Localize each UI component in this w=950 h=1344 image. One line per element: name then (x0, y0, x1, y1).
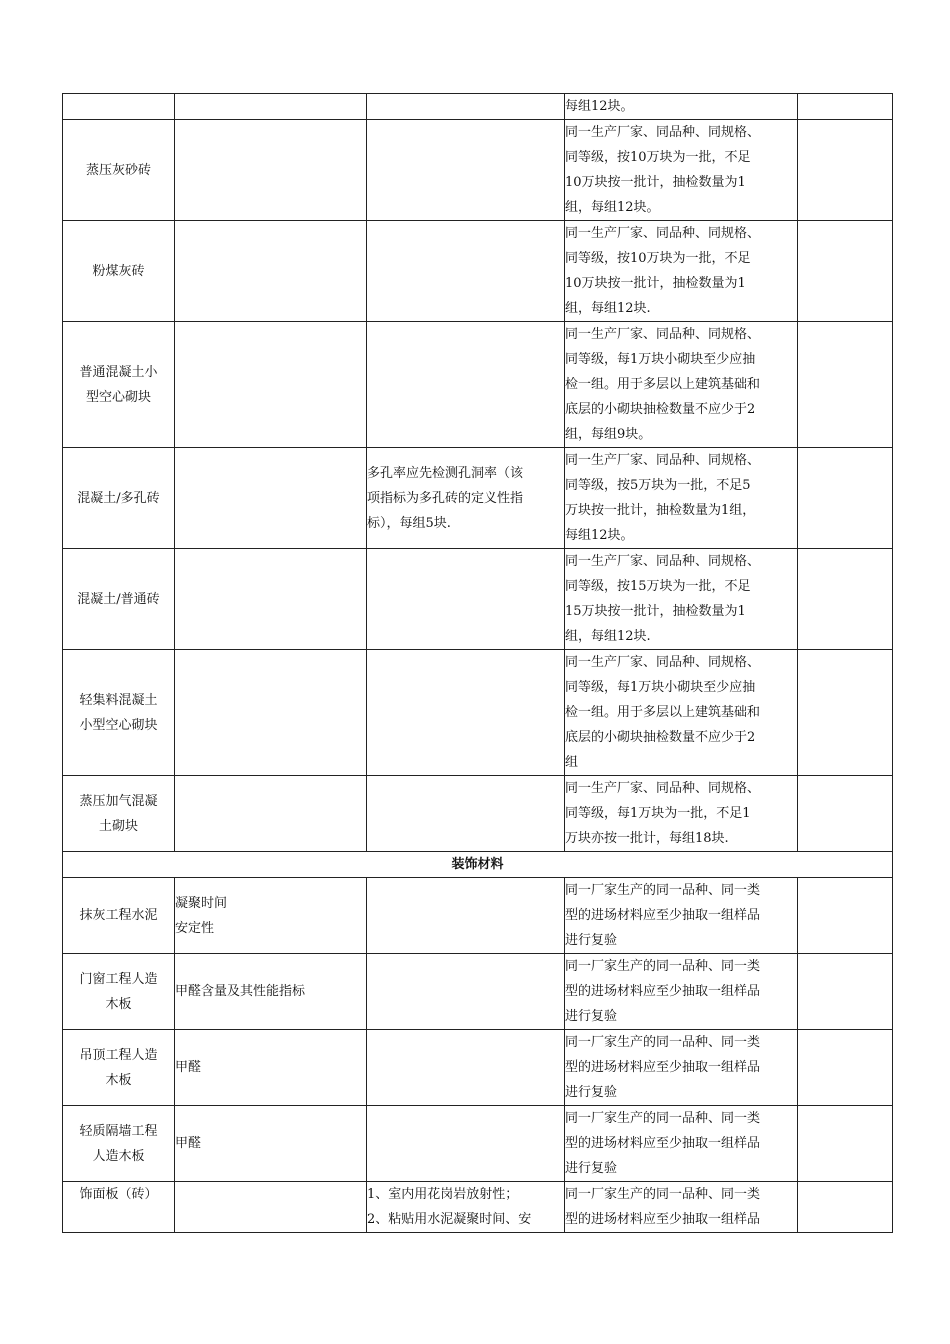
sampling-rule-cell-line: 同一生产厂家、同品种、同规格、 (565, 453, 761, 468)
material-name-cell-line: 饰面板（砖） (79, 1187, 158, 1202)
sampling-rule-cell-line: 同等级，按10万块为一批，不足 (565, 251, 751, 266)
material-name-cell (63, 650, 175, 776)
remark-cell (798, 1182, 893, 1233)
table-row (63, 954, 893, 1030)
material-name-cell-line: 轻集料混凝土 (79, 692, 158, 708)
material-name-cell-line: 蒸压灰砂砖 (85, 162, 151, 178)
material-name-cell (63, 549, 175, 650)
test-item-cell (175, 549, 367, 650)
sampling-rule-cell-line: 型的进场材料应至少抽取一组样品 (565, 1060, 761, 1075)
note-cell (367, 878, 565, 954)
test-item-cell (175, 120, 367, 221)
table-row (63, 1106, 893, 1182)
remark-cell (798, 448, 893, 549)
material-name-cell-line: 门窗工程人造 (79, 971, 158, 987)
sampling-rule-cell-line: 同一生产厂家、同品种、同规格、 (565, 781, 761, 796)
inspection-table (62, 93, 893, 1233)
sampling-rule-cell (565, 1182, 798, 1233)
sampling-rule-cell-line: 同一厂家生产的同一品种、同一类 (565, 1035, 761, 1050)
section-row (63, 852, 893, 878)
material-name-cell (63, 1030, 175, 1106)
sampling-rule-cell-line: 型的进场材料应至少抽取一组样品 (565, 908, 761, 923)
material-name-cell-line: 木板 (105, 996, 132, 1012)
sampling-rule-cell-line: 进行复验 (565, 933, 618, 948)
note-cell-line: 标），每组5块. (367, 515, 451, 531)
table-row (63, 549, 893, 650)
sampling-rule-cell-line: 每组12块。 (565, 528, 634, 543)
test-item-cell (175, 1030, 367, 1106)
sampling-rule-cell-line: 检一组。用于多层以上建筑基础和 (565, 705, 761, 720)
sampling-rule-cell (565, 776, 798, 852)
sampling-rule-cell-line: 同等级，每1万块小砌块至少应抽 (565, 680, 756, 695)
note-cell (367, 1106, 565, 1182)
sampling-rule-cell-line: 同一厂家生产的同一品种、同一类 (565, 959, 761, 974)
material-name-cell-line: 土砌块 (98, 818, 138, 834)
sampling-rule-cell-line: 10万块按一批计，抽检数量为1 (565, 175, 746, 190)
material-name-cell-line: 蒸压加气混凝 (79, 793, 158, 809)
sampling-rule-cell-line: 底层的小砌块抽检数量不应少于2 (565, 402, 756, 417)
sampling-rule-cell-line: 检一组。用于多层以上建筑基础和 (565, 377, 761, 392)
sampling-rule-cell-line: 万块按一批计，抽检数量为1组， (565, 503, 756, 518)
note-cell-line: 2、粘贴用水泥凝聚时间、安 (367, 1212, 532, 1227)
note-cell (367, 954, 565, 1030)
test-item-cell-line: 甲醛 (175, 1136, 202, 1151)
note-cell (367, 221, 565, 322)
material-name-cell-line: 木板 (105, 1072, 132, 1088)
note-cell (367, 448, 565, 549)
sampling-rule-cell-line: 型的进场材料应至少抽取一组样品 (565, 1212, 761, 1227)
sampling-rule-cell-line: 同一厂家生产的同一品种、同一类 (565, 883, 761, 898)
test-item-cell-line: 凝聚时间 (175, 895, 228, 911)
test-item-cell (175, 94, 367, 120)
note-cell (367, 322, 565, 448)
remark-cell (798, 549, 893, 650)
test-item-cell (175, 650, 367, 776)
table-row (63, 322, 893, 448)
material-name-cell-line: 普通混凝土小 (79, 364, 158, 380)
sampling-rule-cell-line: 组，每组9块。 (565, 427, 652, 442)
remark-cell (798, 776, 893, 852)
material-name-cell-line: 混凝土/普通砖 (77, 591, 160, 607)
sampling-rule-cell (565, 221, 798, 322)
sampling-rule-cell (565, 322, 798, 448)
note-cell (367, 549, 565, 650)
material-name-cell (63, 322, 175, 448)
sampling-rule-cell-line: 同一生产厂家、同品种、同规格、 (565, 327, 761, 342)
sampling-rule-cell (565, 120, 798, 221)
sampling-rule-cell-line: 每组12块。 (565, 99, 634, 114)
sampling-rule-cell-line: 15万块按一批计，抽检数量为1 (565, 604, 746, 619)
sampling-rule-cell (565, 1106, 798, 1182)
sampling-rule-cell (565, 1030, 798, 1106)
note-cell (367, 120, 565, 221)
table-row (63, 94, 893, 120)
remark-cell (798, 322, 893, 448)
material-name-cell-line: 粉煤灰砖 (92, 263, 145, 279)
table-row (63, 221, 893, 322)
remark-cell (798, 94, 893, 120)
sampling-rule-cell-line: 进行复验 (565, 1085, 618, 1100)
sampling-rule-cell-line: 型的进场材料应至少抽取一组样品 (565, 984, 761, 999)
sampling-rule-cell-line: 同一厂家生产的同一品种、同一类 (565, 1187, 761, 1202)
sampling-rule-cell-line: 同等级，按10万块为一批，不足 (565, 150, 751, 165)
table-row (63, 878, 893, 954)
table-row (63, 120, 893, 221)
table-row (63, 1182, 893, 1233)
note-cell (367, 650, 565, 776)
note-cell-line: 项指标为多孔砖的定义性指 (367, 490, 524, 506)
material-name-cell (63, 954, 175, 1030)
sampling-rule-cell-line: 组，每组12块。 (565, 200, 660, 215)
sampling-rule-cell-line: 万块亦按一批计，每组18块. (565, 831, 729, 846)
test-item-cell-line: 甲醛含量及其性能指标 (175, 984, 306, 999)
table-row (63, 1030, 893, 1106)
material-name-cell-line: 混凝土/多孔砖 (77, 490, 160, 506)
sampling-rule-cell-line: 同一生产厂家、同品种、同规格、 (565, 226, 761, 241)
sampling-rule-cell (565, 954, 798, 1030)
sampling-rule-cell (565, 650, 798, 776)
sampling-rule-cell-line: 同一生产厂家、同品种、同规格、 (565, 125, 761, 140)
test-item-cell (175, 221, 367, 322)
note-cell (367, 776, 565, 852)
note-cell (367, 94, 565, 120)
remark-cell (798, 221, 893, 322)
sampling-rule-cell (565, 94, 798, 120)
material-name-cell (63, 120, 175, 221)
sampling-rule-cell-line: 同一生产厂家、同品种、同规格、 (565, 655, 761, 670)
sampling-rule-cell-line: 组 (565, 755, 579, 770)
note-cell-line: 1、室内用花岗岩放射性； (367, 1187, 519, 1202)
material-name-cell-line: 人造木板 (92, 1148, 145, 1164)
sampling-rule-cell-line: 同一厂家生产的同一品种、同一类 (565, 1111, 761, 1126)
remark-cell (798, 1106, 893, 1182)
material-name-cell (63, 1182, 175, 1233)
remark-cell (798, 120, 893, 221)
sampling-rule-cell-line: 进行复验 (565, 1009, 618, 1024)
table-row (63, 448, 893, 549)
test-item-cell (175, 448, 367, 549)
sampling-rule-cell-line: 组，每组12块. (565, 301, 651, 316)
sampling-rule-cell (565, 878, 798, 954)
test-item-cell-line: 安定性 (175, 920, 215, 936)
sampling-rule-cell-line: 10万块按一批计，抽检数量为1 (565, 276, 746, 291)
sampling-rule-cell-line: 同等级，每1万块小砌块至少应抽 (565, 352, 756, 367)
note-cell (367, 1182, 565, 1233)
test-item-cell-line: 甲醛 (175, 1060, 202, 1075)
material-name-cell-line: 型空心砌块 (85, 389, 151, 405)
table-row (63, 650, 893, 776)
sampling-rule-cell-line: 同等级，每1万块为一批，不足1 (565, 806, 751, 821)
remark-cell (798, 1030, 893, 1106)
material-name-cell (63, 94, 175, 120)
test-item-cell (175, 322, 367, 448)
material-name-cell (63, 221, 175, 322)
table-row (63, 776, 893, 852)
sampling-rule-cell-line: 组，每组12块. (565, 629, 651, 644)
material-name-cell-line: 抹灰工程水泥 (79, 908, 158, 923)
sampling-rule-cell-line: 进行复验 (565, 1161, 618, 1176)
note-cell-line: 多孔率应先检测孔洞率（该 (367, 465, 524, 481)
remark-cell (798, 954, 893, 1030)
material-name-cell-line: 轻质隔墙工程 (79, 1123, 158, 1139)
material-name-cell (63, 448, 175, 549)
material-name-cell (63, 1106, 175, 1182)
material-name-cell (63, 776, 175, 852)
sampling-rule-cell-line: 底层的小砌块抽检数量不应少于2 (565, 730, 756, 745)
note-cell (367, 1030, 565, 1106)
material-name-cell-line: 吊顶工程人造 (79, 1047, 158, 1063)
test-item-cell (175, 1106, 367, 1182)
sampling-rule-cell-line: 同等级，按15万块为一批，不足 (565, 579, 751, 594)
test-item-cell (175, 954, 367, 1030)
test-item-cell (175, 878, 367, 954)
section-title: 装饰材料 (63, 852, 893, 878)
sampling-rule-cell (565, 549, 798, 650)
material-name-cell-line: 小型空心砌块 (79, 717, 158, 733)
sampling-rule-cell-line: 同一生产厂家、同品种、同规格、 (565, 554, 761, 569)
sampling-rule-cell (565, 448, 798, 549)
remark-cell (798, 650, 893, 776)
remark-cell (798, 878, 893, 954)
sampling-rule-cell-line: 型的进场材料应至少抽取一组样品 (565, 1136, 761, 1151)
material-name-cell (63, 878, 175, 954)
test-item-cell (175, 1182, 367, 1233)
test-item-cell (175, 776, 367, 852)
sampling-rule-cell-line: 同等级，按5万块为一批，不足5 (565, 478, 751, 493)
